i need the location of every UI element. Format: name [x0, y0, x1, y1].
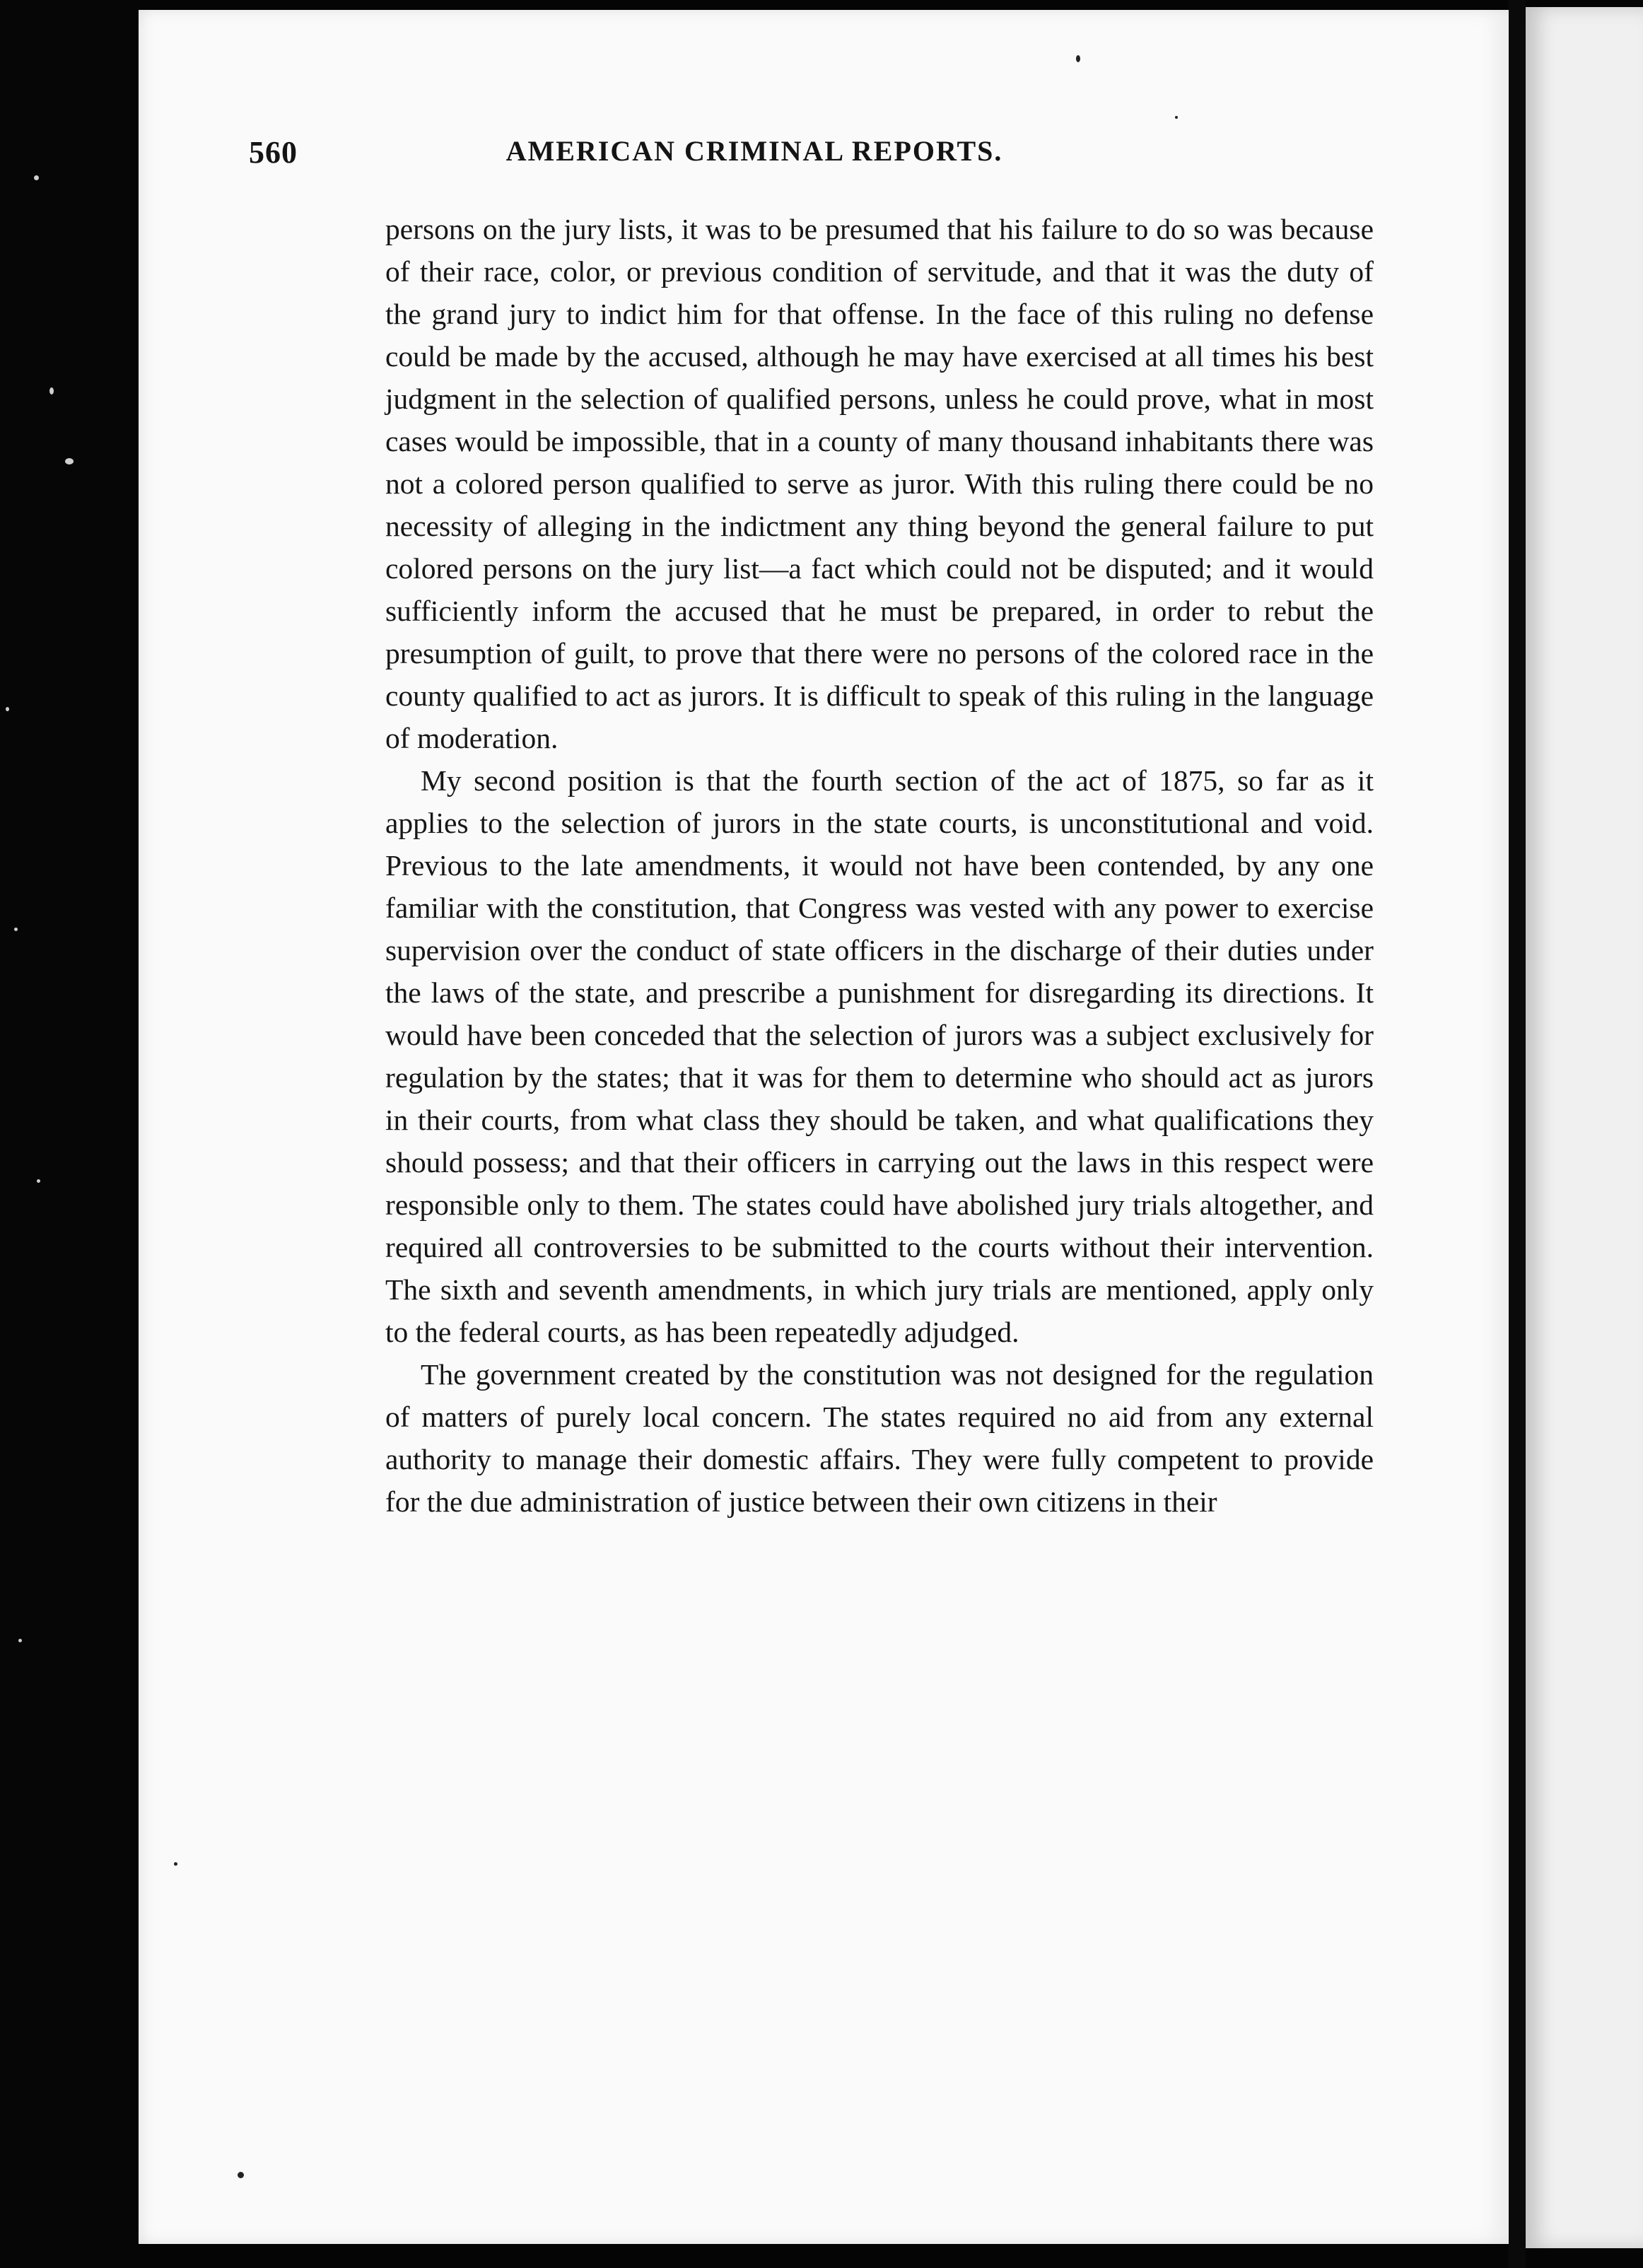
running-title: AMERICAN CRIMINAL REPORTS.	[505, 135, 1003, 167]
book-gutter	[1509, 0, 1526, 2268]
scan-speck	[14, 928, 18, 931]
page-speck	[238, 2172, 244, 2178]
scan-speck	[18, 1639, 22, 1642]
page-speck	[1175, 116, 1178, 119]
left-scan-margin	[0, 0, 139, 2268]
scan-speck	[6, 707, 9, 711]
page-speck	[174, 1862, 177, 1866]
paragraph: persons on the jury lists, it was to be presumed that his failure to do so was because of their race, color, or previous condition of servitude, and that it was the duty of the grand jury to indict him for that offense. In the face of this ruling no defense could be made by the accused, although he may have exercised at all times his best judgment in the selection of qualified persons, unless he could prove, what in most cases would be impossible, that in a county of many thousand inhabitants there was not a colored person qualified to serve as juror. With this ruling there could be no necessity of alleging in the indictment any thing beyond the general failure to put colored persons on the jury list—a fact which could not be disputed; and it would sufficiently inform the accused that he must be prepared, in order to rebut the presumption of guilt, to prove that there were no persons of the colored race in the county qualified to act as jurors. It is difficult to speak of this ruling in the language of moderation.	[385, 213, 1374, 754]
paragraph: My second position is that the fourth section of the act of 1875, so far as it applies to the selection of jurors in the state courts, is unconstitutional and void. Previous to the late amendments, it would not have been contended, by any one familiar with the constitution, that Congress was vested with any power to exercise supervision over the conduct of state officers in the discharge of their duties under the laws of the state, and prescribe a punishment for disregarding its directions. It would have been conceded that the selection of jurors was a subject exclusively for regulation by the states; that it was for them to determine who should act as jurors in their courts, from what class they should be taken, and what qualifications they should possess; and that their officers in carrying out the laws in this respect were responsible only to them. The states could have abolished jury trials altogether, and required all controversies to be submitted to the courts without their intervention. The sixth and seventh amendments, in which jury trials are mentioned, apply only to the federal courts, as has been repeatedly adjudged.	[385, 764, 1374, 1348]
page-speck	[1076, 55, 1080, 62]
adjacent-page-edge	[1526, 7, 1643, 2248]
scan-speck	[49, 387, 54, 394]
scan-speck	[65, 458, 74, 464]
paragraph: The government created by the constitution was not designed for the regulation of matters of purely local concern. The states required no aid from any external authority to manage their domestic affairs. They were fully competent to provide for the due administration of justice between their own citizens in their	[385, 1358, 1374, 1518]
running-head	[249, 134, 1133, 177]
scan-speck	[37, 1179, 40, 1183]
body-text	[385, 208, 1374, 1523]
page-number: 560	[249, 135, 298, 170]
scan-speck	[34, 175, 39, 180]
